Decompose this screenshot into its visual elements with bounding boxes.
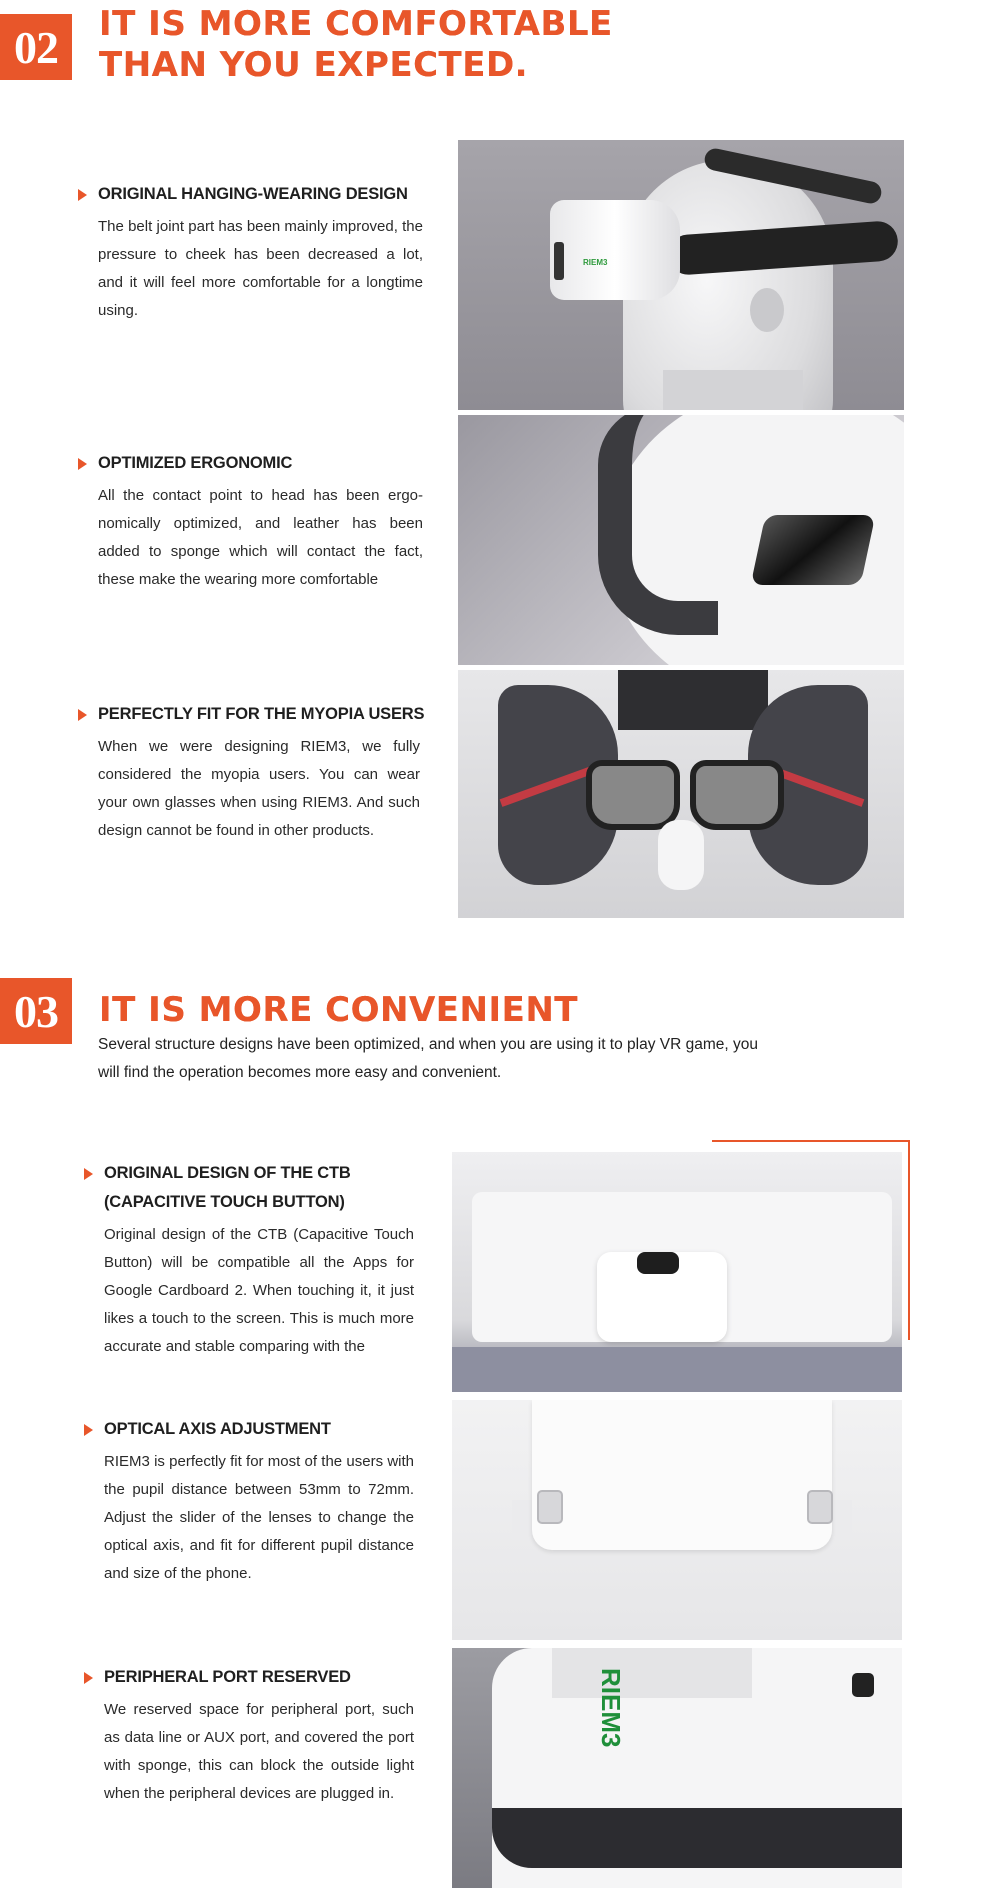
- leather-pad: [598, 415, 718, 635]
- port-cover: [852, 1673, 874, 1697]
- feature-title: [78, 180, 423, 209]
- feature-body: RIEM3 is perfectly fit for most of the users with the pupil distance between 53mm to 72mm. Adjust the slider of the lenses to change the optical axis, and fit for different pupil distance and size of the phone.: [104, 1453, 414, 1582]
- section-headline: [99, 990, 578, 1031]
- feature-body: Original design of the CTB (Capacitive Touch Button) will be compatible all the Apps for Google Cardboard 2. When touching it, it just likes a touch to the screen. This is much more accurate and stable comparing with the: [104, 1226, 414, 1355]
- headline-line-1: IT IS MORE CONVENIENT: [99, 990, 578, 1030]
- section-intro: Several structure designs have been optimized, and when you are using it to play VR game, you will find the operation becomes more easy and convenient.: [98, 1036, 758, 1081]
- feature-body: When we were designing RIEM3, we fully considered the myopia users. You can wear your own glasses when using RIEM3. And such design cannot be found in other products.: [98, 738, 420, 839]
- feature-title-text: PERIPHERAL PORT RESERVED: [104, 1668, 351, 1686]
- section-number-badge: [0, 14, 72, 80]
- triangle-bullet-icon: [78, 189, 87, 201]
- glasses-lens-left: [586, 760, 680, 830]
- slider-knob-left: [537, 1490, 563, 1524]
- photo-lens-sliders: [452, 1400, 902, 1640]
- glasses-lens-right: [690, 760, 784, 830]
- mannequin-neck: [663, 370, 803, 410]
- feature-body: We reserved space for peripheral port, such as data line or AUX port, and covered the port with sponge, this can block the outside light when the peripheral devices are plugged in.: [104, 1701, 414, 1802]
- feature-title-text: OPTIMIZED ERGONOMIC: [98, 454, 293, 472]
- feature-title-text: PERFECTLY FIT FOR THE MYOPIA USERS: [98, 705, 425, 723]
- feature-peripheral-port: [84, 1663, 414, 1808]
- triangle-bullet-icon: [84, 1424, 93, 1436]
- triangle-bullet-icon: [78, 709, 87, 721]
- headset-bottom-edge: [492, 1808, 902, 1868]
- section-number-badge: [0, 978, 72, 1044]
- feature-optical-axis: [84, 1415, 414, 1588]
- mannequin-ear: [750, 288, 784, 332]
- feature-title: [84, 1415, 414, 1444]
- headset-top: [618, 670, 768, 730]
- headset-top-panel: [552, 1648, 752, 1698]
- lens: [751, 515, 876, 585]
- feature-body: All the contact point to head has been ergo-nomically optimized, and leather has been added to sponge which will contact the fact, these make the wearing more comfortable: [98, 487, 423, 588]
- nose-bridge: [658, 820, 704, 890]
- accent-line-vertical: [908, 1140, 910, 1340]
- feature-optimized-ergonomic: [78, 449, 423, 594]
- feature-title-text: ORIGINAL HANGING-WEARING DESIGN: [98, 185, 408, 203]
- section-headline: [99, 4, 613, 86]
- slider-knob-right: [807, 1490, 833, 1524]
- feature-title-text: OPTICAL AXIS ADJUSTMENT: [104, 1420, 331, 1438]
- section-number: 02: [14, 21, 58, 73]
- feature-title: [84, 1663, 414, 1692]
- feature-title: [84, 1159, 414, 1217]
- triangle-bullet-icon: [84, 1168, 93, 1180]
- headset-visor: [550, 200, 680, 300]
- feature-ctb: [84, 1159, 414, 1361]
- capacitive-button: [637, 1252, 679, 1274]
- photo-ctb-button: [452, 1152, 902, 1392]
- feature-body: The belt joint part has been mainly improved, the pressure to cheek has been decreased a lot, and it will feel more comfortable for a longtime using.: [98, 218, 423, 319]
- section-number: 03: [14, 985, 58, 1037]
- visor-front-slot: [554, 242, 564, 280]
- photo-face-padding: [458, 415, 904, 665]
- feature-title: [78, 700, 428, 729]
- accent-line-horizontal: [712, 1140, 910, 1142]
- photo-headset-on-mannequin: [458, 140, 904, 410]
- feature-title-line-2: (CAPACITIVE TOUCH BUTTON): [104, 1193, 345, 1211]
- headset-brand-logo: RIEM3: [596, 1668, 626, 1748]
- feature-title: [78, 449, 423, 478]
- triangle-bullet-icon: [84, 1672, 93, 1684]
- headline-line-1: IT IS MORE COMFORTABLE: [99, 4, 613, 44]
- photo-glasses-inside-headset: [458, 670, 904, 918]
- table-surface: [452, 1347, 902, 1392]
- headset-logo: RIEM3: [583, 258, 608, 267]
- triangle-bullet-icon: [78, 458, 87, 470]
- feature-myopia-users: [78, 700, 428, 845]
- top-plate: [532, 1400, 832, 1550]
- headline-line-2: THAN YOU EXPECTED.: [99, 45, 529, 85]
- photo-peripheral-port: [452, 1648, 902, 1888]
- feature-hanging-wearing: [78, 180, 423, 325]
- feature-title-line-1: ORIGINAL DESIGN OF THE CTB: [104, 1164, 351, 1182]
